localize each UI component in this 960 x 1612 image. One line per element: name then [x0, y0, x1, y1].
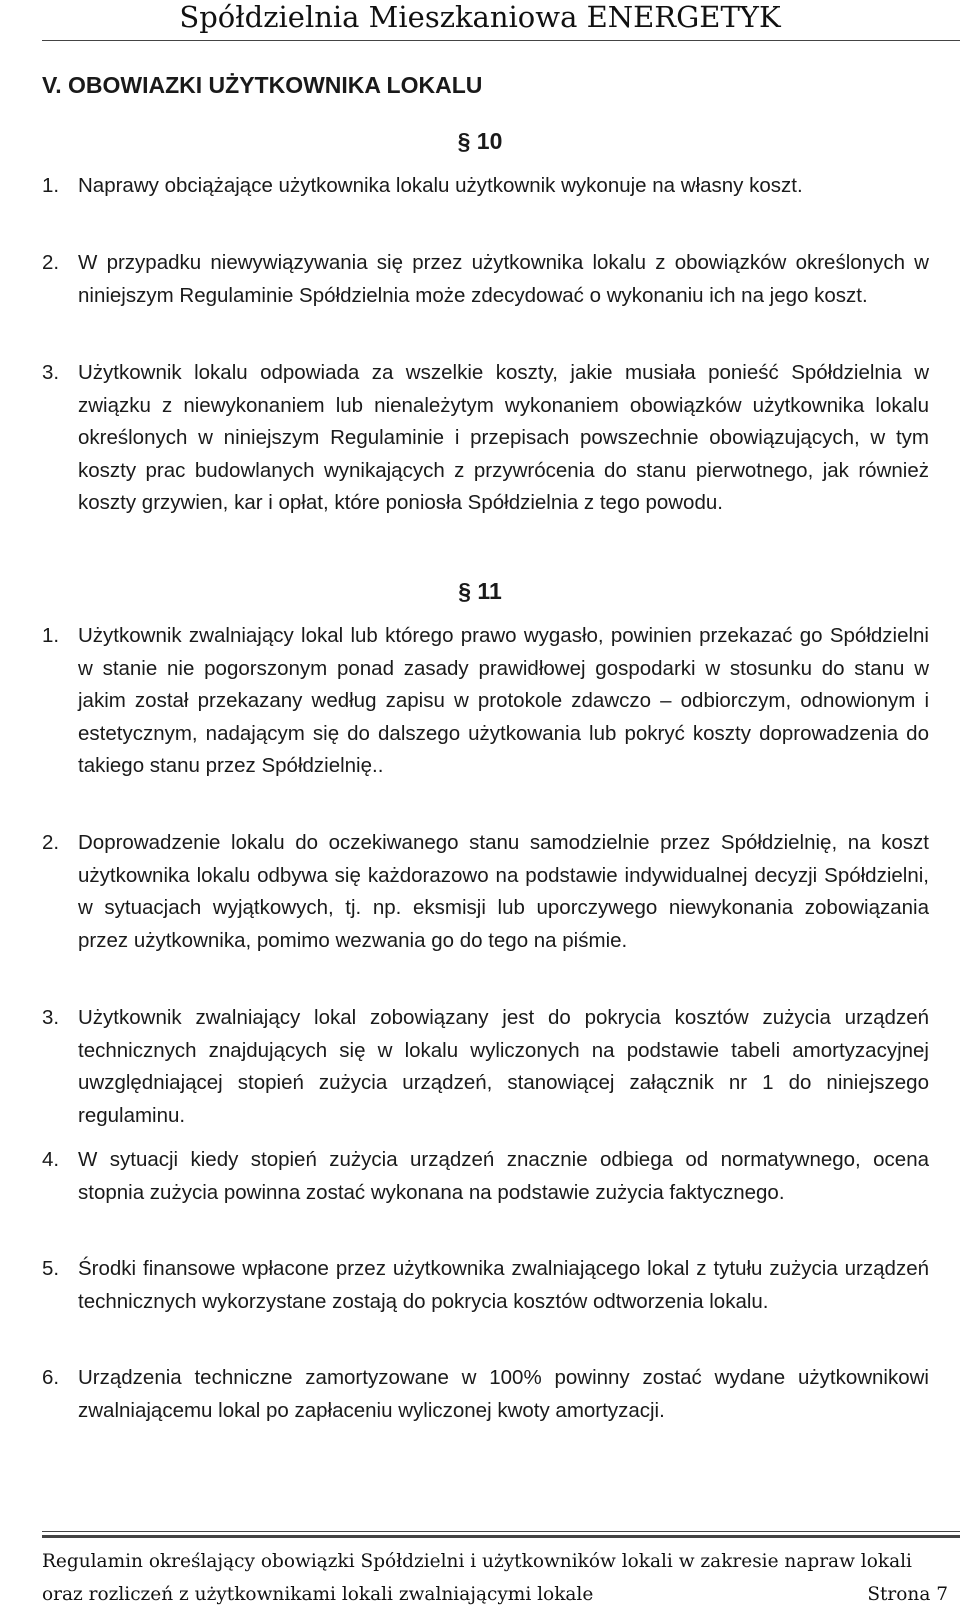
- item-number: 1.: [42, 624, 60, 647]
- header-divider: [42, 40, 960, 41]
- section-sign-11: § 11: [458, 578, 502, 604]
- list-item: [42, 170, 929, 203]
- list-item: [42, 1144, 929, 1209]
- item-number: 2.: [42, 251, 60, 274]
- item-number: 1.: [42, 174, 60, 197]
- chapter-title: V. OBOWIAZKI UŻYTKOWNIKA LOKALU: [42, 72, 483, 98]
- list-item: [42, 827, 929, 957]
- item-number: 6.: [42, 1366, 60, 1389]
- footer-divider-thick: [42, 1535, 960, 1538]
- item-text: Urządzenia techniczne zamortyzowane w 100% powinny zostać wydane użytkownikowi zwalniającemu lokal po zapłaceniu wyliczonej kwoty amortyzacji.: [78, 1366, 929, 1422]
- item-text: Użytkownik zwalniający lokal lub którego prawo wygasło, powinien przekazać go Spółdzielni w stanie nie pogorszonym ponad zasady prawidłowej gospodarki w stosunku do stanu w jakim został przekazany według zapisu w protokole zdawczo – odbiorczym, odnowionym i estetycznym, nadającym się do dalszego użytkowania lub pokryć koszty doprowadzenia do takiego stanu przez Spółdzielnię..: [78, 624, 929, 777]
- item-text: Użytkownik lokalu odpowiada za wszelkie koszty, jakie musiała ponieść Spółdzielnia w związku z niewykonaniem lub nienależytym wykonaniem obowiązków użytkownika lokalu określonych w niniejszym Regulaminie i przepisach powszechnie obowiązujących, w tym koszty prac budowlanych wynikających z przywrócenia do stanu pierwotnego, jak również koszty grzywien, kar i opłat, które poniosła Spółdzielnia z tego powodu.: [78, 361, 929, 514]
- page-header: Spółdzielnia Mieszkaniowa ENERGETYK: [179, 0, 781, 34]
- item-text: Doprowadzenie lokalu do oczekiwanego stanu samodzielnie przez Spółdzielnię, na koszt użytkownika lokalu odbywa się każdorazowo na podstawie indywidualnej decyzji Spółdzielni, w sytuacjach wyjątkowych, tj. np. eksmisji lub uporczywego niewykonania zobowiązania przez użytkownika, pomimo wezwania go do tego na piśmie.: [78, 831, 929, 952]
- item-number: 5.: [42, 1257, 60, 1280]
- footer-line-1: Regulamin określający obowiązki Spółdzielni i użytkowników lokali w zakresie napraw lokali: [42, 1551, 912, 1572]
- item-text: Naprawy obciążające użytkownika lokalu użytkownik wykonuje na własny koszt.: [78, 174, 803, 197]
- item-text: Środki finansowe wpłacone przez użytkownika zwalniającego lokal z tytułu zużycia urządzeń technicznych wykorzystane zostają do pokrycia kosztów odtworzenia lokalu.: [78, 1257, 929, 1313]
- footer-divider: [42, 1531, 960, 1532]
- section-sign-10: § 10: [457, 128, 503, 154]
- item-number: 4.: [42, 1148, 60, 1171]
- page-footer: [42, 1545, 948, 1611]
- list-item: [42, 620, 929, 783]
- list-item: [42, 247, 929, 312]
- item-number: 3.: [42, 1006, 60, 1029]
- list-item: [42, 357, 929, 520]
- item-text: W przypadku niewywiązywania się przez użytkownika lokalu z obowiązków określonych w niniejszym Regulaminie Spółdzielnia może zdecydować o wykonaniu ich na jego koszt.: [78, 251, 929, 307]
- item-text: Użytkownik zwalniający lokal zobowiązany jest do pokrycia kosztów zużycia urządzeń technicznych znajdujących się w lokalu wyliczonych na podstawie tabeli amortyzacyjnej uwzględniającej stopień zużycia urządzeń, stanowiącej załącznik nr 1 do niniejszego regulaminu.: [78, 1006, 929, 1127]
- item-number: 3.: [42, 361, 60, 384]
- list-item: [42, 1253, 929, 1318]
- list-item: [42, 1362, 929, 1427]
- footer-line-2: oraz rozliczeń z użytkownikami lokali zwalniającymi lokale: [42, 1584, 594, 1605]
- page-number: Strona 7: [867, 1584, 948, 1605]
- item-number: 2.: [42, 831, 60, 854]
- item-text: W sytuacji kiedy stopień zużycia urządzeń znacznie odbiega od normatywnego, ocena stopnia zużycia powinna zostać wykonana na podstawie zużycia faktycznego.: [78, 1148, 929, 1204]
- list-item: [42, 1002, 929, 1132]
